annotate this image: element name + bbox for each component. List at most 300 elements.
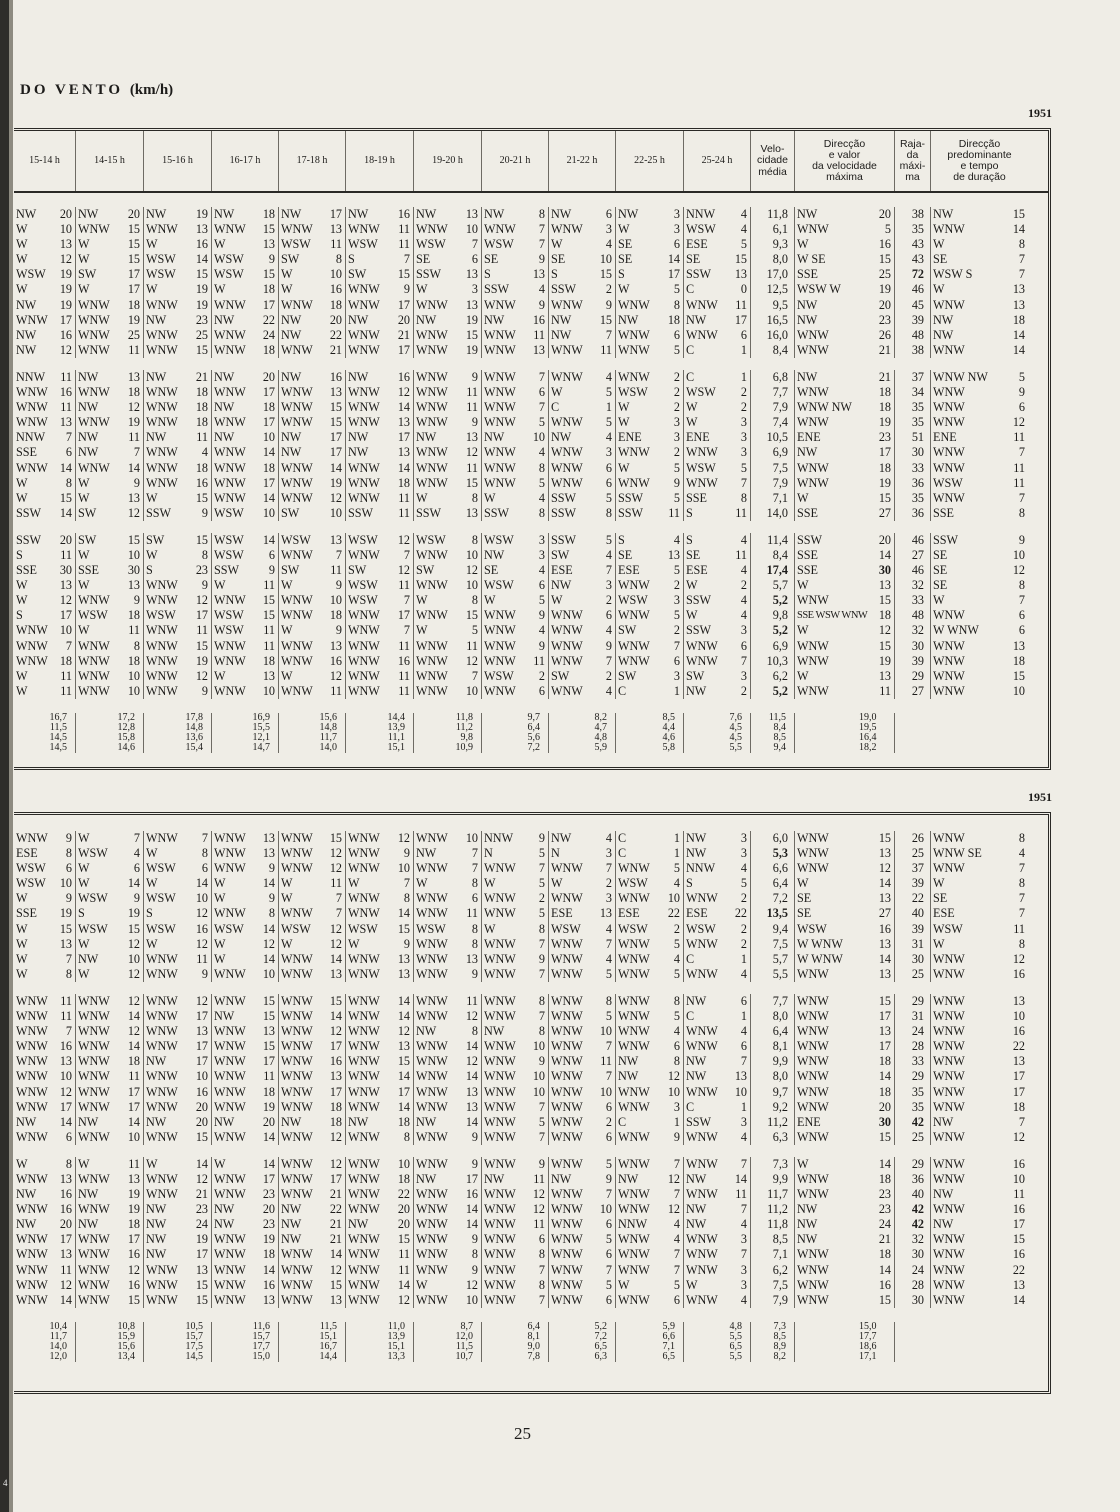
- value: 12: [397, 1292, 410, 1307]
- value: 9: [268, 252, 275, 267]
- direction: WNW: [416, 1217, 448, 1232]
- hour-cell: [414, 623, 482, 638]
- value: 15: [1012, 207, 1025, 221]
- predominant-cell: [931, 1054, 1028, 1069]
- value: 11: [600, 342, 612, 357]
- hour-cell: [684, 1069, 751, 1084]
- hour-cell: [482, 669, 549, 684]
- wind-table-bottom: [14, 812, 1051, 1394]
- average-cell: 14,4: [346, 713, 414, 723]
- value: 8: [403, 891, 410, 906]
- mean-speed-cell: 6,0: [751, 831, 795, 846]
- direction: NW: [348, 369, 369, 384]
- value: 8: [471, 876, 478, 891]
- hour-cell: [279, 846, 346, 861]
- hour-cell: [144, 328, 212, 343]
- value: 14: [262, 445, 275, 460]
- max-speed-cell: [795, 445, 895, 460]
- direction: WNW: [214, 1069, 246, 1084]
- direction: NW: [551, 578, 572, 593]
- max-speed-cell: [795, 252, 895, 267]
- direction: W: [618, 282, 630, 297]
- direction: WNW: [551, 222, 583, 237]
- hour-cell: [414, 831, 482, 846]
- hour-cell: [346, 476, 414, 491]
- value: 10: [599, 1084, 612, 1099]
- hour-cell: [616, 1009, 684, 1024]
- hour-cell: [144, 906, 212, 921]
- value: 3: [673, 415, 680, 430]
- direction: WSW: [214, 921, 244, 936]
- value: 13: [262, 831, 275, 845]
- direction: WNW: [484, 1129, 516, 1144]
- direction: WNW: [348, 608, 380, 623]
- direction: NW: [797, 369, 818, 384]
- value: 7: [605, 1039, 612, 1054]
- max-speed-cell: [795, 343, 895, 358]
- value: 14: [397, 1069, 410, 1084]
- table-row: [14, 1024, 1048, 1039]
- value: 9: [471, 1156, 478, 1171]
- value: 18: [397, 1171, 410, 1186]
- value: 11: [466, 993, 478, 1008]
- direction: WNW: [484, 1202, 516, 1217]
- direction: SW: [281, 505, 300, 520]
- hour-cell: [14, 1069, 76, 1084]
- average-cell: 15,7: [144, 1332, 212, 1342]
- hour-cell: [14, 1054, 76, 1069]
- hour-cell: [616, 491, 684, 506]
- max-speed-cell: [795, 1009, 895, 1024]
- hour-cell: [414, 400, 482, 415]
- value: 11: [879, 683, 891, 698]
- hour-cell: [549, 1039, 616, 1054]
- direction: WNW: [416, 1084, 448, 1099]
- value: 19: [878, 653, 891, 668]
- hour-cell: [144, 1130, 212, 1145]
- direction: WSW: [78, 921, 108, 936]
- table-row: [14, 1100, 1048, 1115]
- hour-cell: [549, 207, 616, 222]
- value: 13: [195, 1262, 208, 1277]
- value: 18: [127, 653, 140, 668]
- value: 18: [329, 1099, 342, 1114]
- value: 3: [740, 430, 747, 445]
- hour-cell: [414, 1293, 482, 1308]
- max-speed-cell: [795, 846, 895, 861]
- value: 5: [740, 237, 747, 252]
- value: 16: [329, 369, 342, 384]
- value: 6: [65, 445, 72, 460]
- hour-cell: [616, 343, 684, 358]
- value: 14: [878, 951, 891, 966]
- mean-speed-cell: 5,5: [751, 967, 795, 982]
- direction: WNW: [618, 445, 650, 460]
- mean-speed-cell: 11,8: [751, 207, 795, 222]
- table-row: [14, 994, 1048, 1009]
- direction: NW: [78, 445, 99, 460]
- direction: WNW: [618, 653, 650, 668]
- hour-cell: [414, 328, 482, 343]
- value: 17: [262, 385, 275, 400]
- value: 7: [673, 1156, 680, 1171]
- value: 15: [397, 921, 410, 936]
- direction: NW: [146, 1217, 167, 1232]
- value: 11: [735, 547, 747, 562]
- direction: WNW: [416, 342, 448, 357]
- direction: WNW: [797, 638, 829, 653]
- direction: WNW: [281, 415, 313, 430]
- value: 9: [673, 475, 680, 490]
- hour-cell: [616, 328, 684, 343]
- value: 10: [667, 891, 680, 906]
- gust-cell: 27: [895, 548, 931, 563]
- direction: WNW: [146, 445, 178, 460]
- table-row: [14, 967, 1048, 982]
- gust-cell: 38: [895, 343, 931, 358]
- value: 15: [127, 222, 140, 237]
- hour-cell: [684, 506, 751, 521]
- direction: WNW: [618, 1129, 650, 1144]
- value: 18: [262, 282, 275, 297]
- direction: NW: [214, 312, 235, 327]
- direction: WSW: [281, 921, 311, 936]
- value: 10: [262, 683, 275, 698]
- hour-cell: [144, 343, 212, 358]
- value: 11: [398, 1262, 410, 1277]
- direction: WNW: [484, 1292, 516, 1307]
- direction: WNW: [214, 222, 246, 237]
- direction: W: [78, 282, 90, 297]
- direction: WNW: [484, 1277, 516, 1292]
- direction: NW: [933, 312, 954, 327]
- hour-cell: [76, 994, 144, 1009]
- direction: SE: [416, 252, 431, 267]
- direction: ESE: [16, 846, 38, 861]
- value: 13: [127, 490, 140, 505]
- direction: WNW: [484, 683, 516, 698]
- value: 17: [878, 445, 891, 460]
- hour-cell: [414, 967, 482, 982]
- average-cell: 15,8: [76, 733, 144, 743]
- hour-cell: [76, 684, 144, 699]
- direction: WNW: [686, 475, 718, 490]
- value: 2: [605, 876, 612, 891]
- value: 5: [1018, 369, 1025, 384]
- hour-cell: [346, 1115, 414, 1130]
- average-cell: 6,4: [482, 723, 549, 733]
- direction: WNW: [214, 1232, 246, 1247]
- hour-cell: [279, 1085, 346, 1100]
- mean-speed-cell: 11,2: [751, 1202, 795, 1217]
- hour-cell: [482, 967, 549, 982]
- gust-cell: 25: [895, 1130, 931, 1145]
- direction: WNW: [416, 906, 448, 921]
- hour-cell: [212, 654, 279, 669]
- value: 9: [1018, 385, 1025, 400]
- hour-cell: [212, 639, 279, 654]
- direction: NW: [618, 1054, 639, 1069]
- value: 8: [471, 532, 478, 547]
- hour-cell: [346, 922, 414, 937]
- hour-cell: [549, 831, 616, 846]
- average-cell: 6,5: [549, 1342, 616, 1352]
- hour-cell: [212, 1085, 279, 1100]
- value: 4: [538, 623, 545, 638]
- hour-cell: [482, 1054, 549, 1069]
- direction: NW: [551, 207, 572, 221]
- hour-cell: [76, 343, 144, 358]
- value: 14: [1012, 222, 1025, 237]
- table-body: [14, 193, 1048, 753]
- value: 17: [878, 1009, 891, 1024]
- value: 9: [538, 638, 545, 653]
- hour-cell: [144, 370, 212, 385]
- hour-cell: [616, 1130, 684, 1145]
- direction: NW: [16, 297, 37, 312]
- value: 13: [59, 415, 72, 430]
- direction: WSW: [416, 237, 446, 252]
- direction: WNW: [416, 400, 448, 415]
- value: 5: [673, 460, 680, 475]
- average-cell: 14,4: [279, 1352, 346, 1362]
- value: 6: [1018, 400, 1025, 415]
- hour-cell: [616, 1024, 684, 1039]
- value: 11: [398, 237, 410, 252]
- mean-speed-cell: 8,4: [751, 343, 795, 358]
- average-cell: 15,6: [279, 713, 346, 723]
- direction: WNW: [484, 327, 516, 342]
- direction: NNW: [686, 861, 716, 876]
- direction: W: [933, 237, 945, 252]
- direction: WNW: [686, 1084, 718, 1099]
- direction: WNW: [416, 951, 448, 966]
- average-cell: 14,5: [14, 743, 76, 753]
- mean-speed-cell: 9,4: [751, 922, 795, 937]
- direction: SE: [484, 563, 499, 578]
- value: 11: [330, 563, 342, 578]
- direction: NNW: [618, 1217, 648, 1232]
- direction: WNW: [686, 327, 718, 342]
- hour-cell: [14, 461, 76, 476]
- value: 4: [673, 1024, 680, 1039]
- hour-cell: [684, 1009, 751, 1024]
- value: 2: [740, 385, 747, 400]
- value: 12: [465, 1009, 478, 1024]
- direction: WNW: [348, 891, 380, 906]
- direction: WNW: [146, 1171, 178, 1186]
- hour-cell: [144, 252, 212, 267]
- value: 20: [397, 1202, 410, 1217]
- table-row: [14, 1278, 1048, 1293]
- value: 8: [538, 207, 545, 221]
- direction: W: [78, 936, 90, 951]
- value: 10: [262, 430, 275, 445]
- header-hour: 25-24 h: [684, 131, 751, 191]
- value: 5: [538, 906, 545, 921]
- average-cell: 15,5: [212, 723, 279, 733]
- value: 3: [605, 846, 612, 861]
- value: 7: [673, 638, 680, 653]
- value: 4: [740, 222, 747, 237]
- hour-cell: [549, 237, 616, 252]
- value: 10: [329, 593, 342, 608]
- direction: W: [618, 415, 630, 430]
- direction: NW: [16, 342, 37, 357]
- value: 18: [262, 653, 275, 668]
- hour-cell: [76, 1263, 144, 1278]
- average-cell: 5,9: [549, 743, 616, 753]
- hour-cell: [482, 593, 549, 608]
- value: 14: [262, 876, 275, 891]
- value: 4: [605, 951, 612, 966]
- hour-cell: [76, 267, 144, 282]
- direction: WSW: [416, 921, 446, 936]
- predominant-cell: [931, 937, 1028, 952]
- hour-cell: [549, 222, 616, 237]
- value: 7: [740, 1247, 747, 1262]
- direction: WSW: [348, 532, 378, 547]
- average-cell: 12,8: [76, 723, 144, 733]
- direction: W: [214, 951, 226, 966]
- mean-speed-cell: 7,9: [751, 476, 795, 491]
- value: 16: [59, 327, 72, 342]
- value: 18: [195, 415, 208, 430]
- average-cell: 8,1: [482, 1332, 549, 1342]
- direction: WNW: [281, 342, 313, 357]
- direction: WNW: [78, 1247, 110, 1262]
- table-row: [14, 593, 1048, 608]
- hour-cell: [212, 400, 279, 415]
- direction: WNW: [551, 683, 583, 698]
- hour-cell: [279, 1187, 346, 1202]
- average-cell: 13,4: [76, 1352, 144, 1362]
- hour-cell: [14, 1247, 76, 1262]
- gust-cell: 38: [895, 207, 931, 222]
- mean-speed-cell: 10,3: [751, 654, 795, 669]
- value: 7: [133, 445, 140, 460]
- value: 7: [1018, 445, 1025, 460]
- max-speed-cell: [795, 313, 895, 328]
- value: 12: [127, 993, 140, 1008]
- hour-cell: [144, 1232, 212, 1247]
- direction: SSE: [797, 563, 819, 578]
- direction: WNW: [348, 1054, 380, 1069]
- value: 10: [127, 668, 140, 683]
- hour-cell: [414, 669, 482, 684]
- hour-cell: [482, 563, 549, 578]
- value: 11: [466, 906, 478, 921]
- direction: NW: [797, 1232, 818, 1247]
- value: 17: [59, 312, 72, 327]
- hour-cell: [616, 654, 684, 669]
- value: 8: [673, 297, 680, 312]
- direction: WSW: [618, 593, 648, 608]
- hour-cell: [549, 533, 616, 548]
- average-cell: 9,8: [414, 733, 482, 743]
- direction: WNW: [551, 966, 583, 981]
- value: 17: [465, 1171, 478, 1186]
- hour-cell: [616, 952, 684, 967]
- direction: NW: [416, 846, 437, 861]
- value: 3: [673, 207, 680, 221]
- direction: NW: [348, 1114, 369, 1129]
- table-row: [14, 533, 1048, 548]
- direction: WSW: [686, 222, 716, 237]
- hour-cell: [482, 430, 549, 445]
- direction: NW: [16, 1114, 37, 1129]
- hour-cell: [414, 1278, 482, 1293]
- predominant-cell: [931, 1085, 1028, 1100]
- average-cell: 5,5: [684, 1352, 751, 1362]
- average-cell: 4,8: [684, 1322, 751, 1332]
- hour-cell: [14, 1172, 76, 1187]
- value: 18: [667, 312, 680, 327]
- direction: WNW: [618, 1024, 650, 1039]
- value: 15: [329, 993, 342, 1008]
- predominant-cell: [931, 952, 1028, 967]
- average-cell: 15,1: [279, 1332, 346, 1342]
- hour-cell: [14, 1263, 76, 1278]
- direction: WNW: [78, 415, 110, 430]
- direction: WNW: [78, 1099, 110, 1114]
- value: 11: [60, 547, 72, 562]
- direction: WNW: [484, 861, 516, 876]
- hour-cell: [482, 415, 549, 430]
- table-row: [14, 1263, 1048, 1278]
- predominant-cell: [931, 430, 1028, 445]
- hour-cell: [346, 252, 414, 267]
- value: 7: [538, 1099, 545, 1114]
- hour-cell: [14, 491, 76, 506]
- hour-cell: [346, 669, 414, 684]
- direction: SE: [797, 891, 812, 906]
- value: 12: [878, 861, 891, 876]
- direction: W: [78, 237, 90, 252]
- hour-cell: [279, 548, 346, 563]
- value: 12: [329, 1156, 342, 1171]
- direction: NW: [78, 207, 99, 221]
- direction: WNW: [933, 993, 965, 1008]
- mean-speed-cell: 17,4: [751, 563, 795, 578]
- value: 4: [740, 1024, 747, 1039]
- value: 14: [878, 1069, 891, 1084]
- hour-cell: [616, 608, 684, 623]
- direction: NW: [16, 1217, 37, 1232]
- gust-cell: 46: [895, 563, 931, 578]
- hour-cell: [482, 906, 549, 921]
- value: 13: [329, 532, 342, 547]
- hour-cell: [549, 1085, 616, 1100]
- direction: WNW: [16, 1129, 48, 1144]
- value: 13: [329, 385, 342, 400]
- direction: NNW: [16, 430, 46, 445]
- table-row: [14, 1085, 1048, 1100]
- max-speed-cell: [795, 476, 895, 491]
- direction: WNW: [78, 1054, 110, 1069]
- direction: ENE: [618, 430, 642, 445]
- value: 11: [330, 237, 342, 252]
- value: 9: [538, 831, 545, 845]
- value: 18: [262, 1084, 275, 1099]
- direction: W: [686, 1277, 698, 1292]
- value: 10: [59, 222, 72, 237]
- hour-cell: [14, 994, 76, 1009]
- direction: WSW: [214, 532, 244, 547]
- value: 19: [329, 475, 342, 490]
- value: 3: [471, 282, 478, 297]
- mean-speed-cell: 6,3: [751, 1130, 795, 1145]
